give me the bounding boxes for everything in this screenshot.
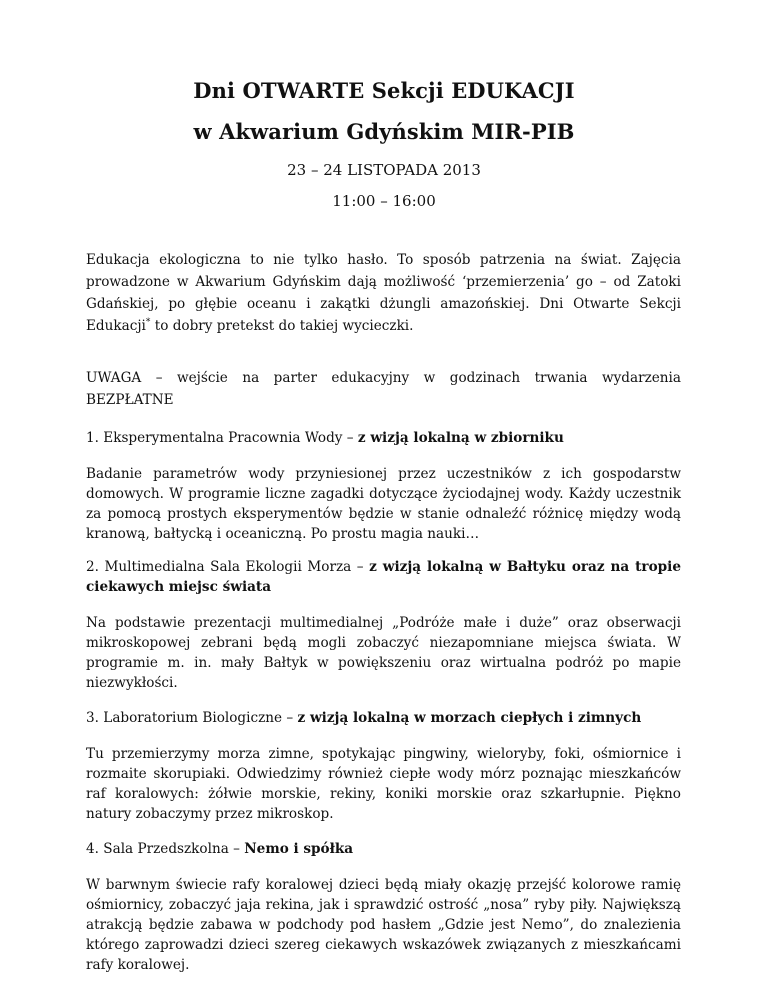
event-date: 23 – 24 LISTOPADA 2013 — [287, 161, 481, 179]
section-1-heading — [86, 428, 681, 448]
intro-paragraph — [86, 249, 681, 337]
section-3-title: 3. Laboratorium Biologiczne – — [86, 710, 298, 726]
section-2-title: 2. Multimedialna Sala Ekologii Morza – — [86, 559, 370, 575]
section-4-heading — [86, 839, 681, 859]
section-2-heading — [86, 557, 681, 597]
event-hours: 11:00 – 16:00 — [332, 192, 436, 210]
section-4-body: W barwnym świecie rafy koralowej dzieci będą miały okazję przejść kolorowe ramię ośmiornicy, zobaczyć jaja rekina, jak i sprawdzić ostrość „nosa” ryby piły. Największą atrakcją będzie zabawa w podchody pod hasłem „Gdzie jest Nemo”, do znalezienia którego zaprowadzi dzieci szereg ciekawych wskazówek związanych z mieszkańcami rafy koralowej. — [86, 877, 681, 973]
footnote-mark: * — [145, 317, 151, 328]
section-3-title-bold: z wizją lokalną w morzach ciepłych i zimnych — [297, 710, 642, 726]
section-2-body: Na podstawie prezentacji multimedialnej „Podróże małe i duże” oraz obserwacji mikroskopowej zebrani będą mogli zobaczyć niezapomniane miejsca świata. W programie m. in. mały Bałtyk w powiększeniu oraz wirtualna podróż po mapie niezwykłości. — [86, 615, 681, 691]
section-1-title: 1. Eksperymentalna Pracownia Wody – — [86, 430, 358, 446]
intro-text: Edukacja ekologiczna to nie tylko hasło. To sposób patrzenia na świat. Zajęcia prowadzone w Akwarium Gdyńskim dają możliwość ‘przemierzenia’ go – od Zatoki Gdańskiej, po głębie oceanu i zakątki dżungli amazońskiej. Dni Otwarte Sekcji Edukacji — [86, 252, 681, 334]
notice-text: UWAGA – wejście na parter edukacyjny w godzinach trwania wydarzenia BEZPŁATNE — [86, 370, 681, 408]
section-3-heading — [86, 708, 681, 728]
section-1-title-bold: z wizją lokalną w zbiorniku — [357, 430, 564, 446]
section-4-title: 4. Sala Przedszkolna – — [86, 841, 245, 857]
section-4-title-bold: Nemo i spółka — [244, 841, 354, 857]
title-line-1: Dni OTWARTE Sekcji EDUKACJI — [193, 78, 575, 103]
section-3-body: Tu przemierzymy morza zimne, spotykając pingwiny, wieloryby, foki, ośmiornice i rozmaite skorupiaki. Odwiedzimy również ciepłe wody mórz poznając mieszkańców raf koralowych: żółwie morskie, rekiny, koniki morskie oraz szkarłupnie. Piękno natury zobaczymy przez mikroskop. — [86, 746, 681, 822]
title-line-2: w Akwarium Gdyńskim MIR-PIB — [193, 119, 575, 144]
intro-text-end: to dobry pretekst do takiej wycieczki. — [154, 318, 414, 334]
section-2-title-bold: z wizją lokalną w Bałtyku oraz na tropie ciekawych miejsc świata — [86, 559, 681, 595]
section-1-body: Badanie parametrów wody przyniesionej przez uczestników z ich gospodarstw domowych. W programie liczne zagadki dotyczące życiodajnej wody. Każdy uczestnik za pomocą prostych eksperymentów będzie w stanie odnaleźć różnicę między wodą kranową, bałtycką i oceaniczną. Po prostu magia nauki… — [86, 466, 681, 542]
